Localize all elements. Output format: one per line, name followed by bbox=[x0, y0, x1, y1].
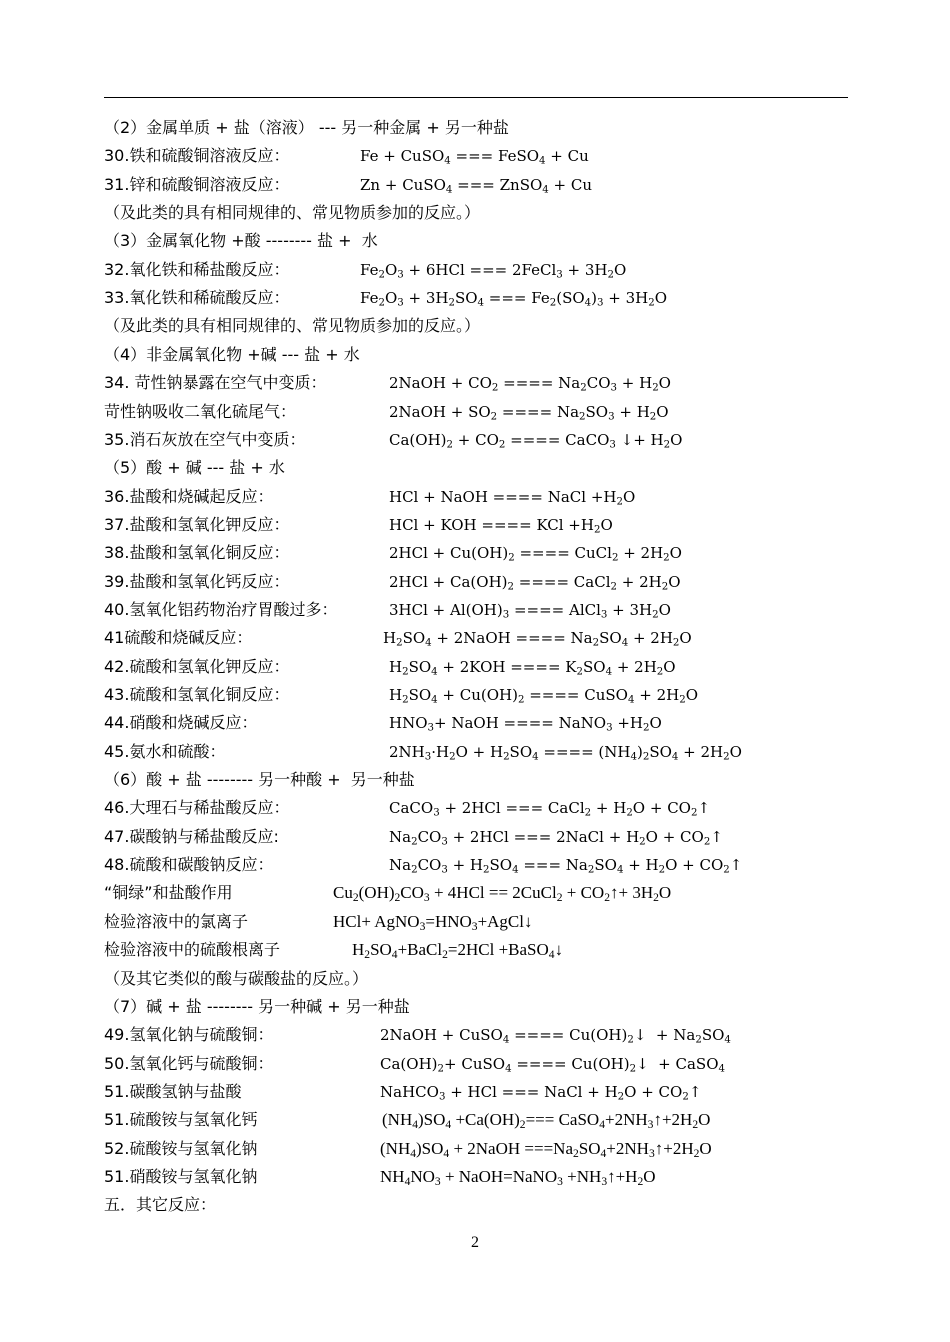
chemical-equation: $H_2SO_4$ + 2NaOH ==== $Na_2SO_4 + 2H_2O$ bbox=[383, 629, 692, 649]
chemical-equation: $2HCl + Cu(OH)_2$ ==== CuCl$_2$ + $2H_2O$ bbox=[389, 544, 682, 564]
chemical-equation: 2NaOH + $SO_2$ ==== $Na_2SO_3 + H_2O$ bbox=[389, 402, 669, 423]
reaction-label: 51.硫酸铵与氢氧化钙 bbox=[104, 1110, 258, 1130]
chemical-equation: $Cu_2(OH)_2CO_3 + 4HCl$ == 2CuCl$_2$ + $CO_2↑+ 3H_2O$ bbox=[333, 883, 672, 905]
chemical-equation: $2HCl + Ca(OH)_2$ ==== CaCl$_2$ + $2H_2O$ bbox=[389, 572, 681, 593]
reaction-label: 46.大理石与稀盐酸反应： bbox=[104, 798, 290, 818]
reaction-label: 52.硫酸铵与氢氧化钠 bbox=[104, 1138, 258, 1158]
chemical-equation: $2NH_3\cdot H_2O + H_2SO_4$ ==== $(NH_4)_2SO_4 + 2H_2O$ bbox=[389, 742, 742, 763]
section-heading: 五．其它反应： bbox=[104, 1195, 217, 1215]
reaction-label: 41硫酸和烧碱反应： bbox=[104, 628, 253, 648]
chemical-equation: Fe + CuSO$_4$ === FeSO$_4$ + Cu bbox=[360, 147, 589, 167]
chemical-equation: HCl + KOH ==== KCl $+H_2O$ bbox=[389, 515, 613, 536]
reaction-label: 34. 苛性钠暴露在空气中变质： bbox=[104, 373, 327, 393]
section-heading: （6）酸 + 盐 -------- 另一种酸 + 另一种盐 bbox=[104, 770, 415, 790]
reaction-label: 39.盐酸和氢氧化钙反应： bbox=[104, 571, 290, 591]
chemical-equation: $Ca(OH)_2+$ CuSO$_4$ ==== $Cu(OH)_2↓$ + CaSO$_4$ bbox=[380, 1054, 725, 1075]
chemical-equation: 2NaOH + $CO_2$ ==== $Na_2CO_3 + H_2O$ bbox=[389, 374, 671, 394]
chemical-equation: $H_2SO_4+BaCl_2=2HCl$ +BaSO$_4$↓ bbox=[352, 940, 564, 962]
reaction-label: 50.氢氧化钙与硫酸铜： bbox=[104, 1053, 274, 1073]
reaction-label: 检验溶液中的氯离子 bbox=[104, 911, 249, 931]
section-heading: （5）酸 + 碱 --- 盐 + 水 bbox=[104, 458, 285, 478]
chemical-equation: $NH_4NO_3$ + NaOH=NaNO$_3$ $+NH_3↑+H_2O$ bbox=[380, 1166, 656, 1188]
reaction-label: 51.硝酸铵与氢氧化钠 bbox=[104, 1166, 258, 1186]
section-heading: （3）金属氧化物 +酸 -------- 盐 + 水 bbox=[104, 231, 378, 251]
reaction-label: 35.消石灰放在空气中变质： bbox=[104, 429, 306, 449]
chemical-equation: $H_2SO_4 + 2KOH$ ==== $K_2SO_4 + 2H_2O$ bbox=[389, 657, 676, 678]
chemical-equation: $Na_2CO_3 + 2HCl$ === 2NaCl + $H_2O$ + $CO_2↑$ bbox=[389, 827, 723, 848]
reaction-label: 37.盐酸和氢氧化钾反应： bbox=[104, 514, 290, 534]
reaction-label: 苛性钠吸收二氧化硫尾气： bbox=[104, 401, 297, 421]
reaction-label: 47.碳酸钠与稀盐酸反应: bbox=[104, 826, 279, 846]
chemical-equation: 2NaOH + CuSO$_4$ ==== $Cu(OH)_2↓ + Na_2SO_4$ bbox=[380, 1026, 731, 1046]
reaction-label: 44.硝酸和烧碱反应： bbox=[104, 713, 258, 733]
page-number: 2 bbox=[471, 1234, 479, 1251]
reaction-label: 48.硫酸和碳酸钠反应： bbox=[104, 855, 274, 875]
chemical-equation: $H_2SO_4 + Cu(OH)_2$ ==== CuSO$_4$ + $2H_2O$ bbox=[389, 686, 698, 706]
reaction-label: 31.锌和硫酸铜溶液反应： bbox=[104, 174, 290, 194]
chemical-equation: $Fe_2O_3 + 3H_2SO_4$ === $Fe_2(SO_4)_3 + 3H_2O$ bbox=[360, 289, 668, 309]
reaction-label: 40.氢氧化铝药物治疗胃酸过多： bbox=[104, 599, 338, 619]
reaction-label: 36.盐酸和烧碱起反应： bbox=[104, 486, 274, 506]
section-heading: （2）金属单质 + 盐（溶液） --- 另一种金属 + 另一种盐 bbox=[104, 118, 509, 137]
chemical-equation: $Fe_2O_3 + 6HCl$ === 2FeCl$_3$ + $3H_2O$ bbox=[360, 260, 627, 281]
chemical-equation: $HCl+ AgNO_3=HNO_3+AgCl↓$ bbox=[333, 911, 533, 933]
reaction-label: 30.铁和硫酸铜溶液反应： bbox=[104, 146, 290, 166]
chemical-equation: $Ca(OH)_2 + CO_2$ ==== CaCO$_3$ ↓+ $H_2O$ bbox=[389, 430, 683, 451]
reaction-label: 检验溶液中的硫酸根离子 bbox=[104, 940, 281, 960]
section-heading: （及其它类似的酸与碳酸盐的反应。） bbox=[104, 968, 369, 988]
reaction-label: 49.氢氧化钠与硫酸铜： bbox=[104, 1025, 274, 1045]
reaction-label: 43.硫酸和氢氧化铜反应： bbox=[104, 685, 290, 704]
chemical-equation: $(NH_4)SO_4 +Ca(OH)_2===$ $CaSO_4+2NH_3↑+2H_2O$ bbox=[382, 1110, 711, 1132]
reaction-label: 45.氨水和硫酸： bbox=[104, 741, 226, 761]
chemical-equation: NaHCO$_3$ + HCl === NaCl + $H_2O$ + $CO_2↑$ bbox=[380, 1082, 702, 1103]
reaction-label: 33.氧化铁和稀硫酸反应： bbox=[104, 288, 290, 308]
reaction-label: “铜绿”和盐酸作用 bbox=[104, 883, 233, 903]
chemical-equation: HCl + NaOH ==== NaCl $+H_2O$ bbox=[389, 487, 636, 508]
chemical-equation: $HNO_3+$ NaOH ==== NaNO$_3$ $+H_2O$ bbox=[389, 714, 662, 734]
header-rule bbox=[104, 97, 848, 98]
section-heading: （及此类的具有相同规律的、常见物质参加的反应。） bbox=[104, 316, 481, 336]
chemical-equation: Zn + CuSO$_4$ === ZnSO$_4$ + Cu bbox=[360, 175, 593, 196]
chemical-equation: $(NH_4)SO_4$ + 2NaOH $===Na_2SO_4+2NH_3↑+2H_2O$ bbox=[380, 1138, 712, 1160]
chemical-equation: $Na_2CO_3 + H_2SO_4$ === $Na_2SO_4 + H_2O$ + $CO_2↑$ bbox=[389, 856, 743, 876]
reaction-label: 42.硫酸和氢氧化钾反应： bbox=[104, 656, 290, 676]
reaction-label: 51.碳酸氢钠与盐酸 bbox=[104, 1081, 242, 1101]
section-heading: （7）碱 + 盐 -------- 另一种碱 + 另一种盐 bbox=[104, 996, 410, 1016]
reaction-label: 32.氧化铁和稀盐酸反应： bbox=[104, 259, 290, 279]
chemical-equation: CaCO$_3$ + 2HCl === CaCl$_2$ + $H_2O$ + $CO_2↑$ bbox=[389, 799, 711, 819]
section-heading: （4）非金属氧化物 +碱 --- 盐 + 水 bbox=[104, 344, 360, 364]
section-heading: （及此类的具有相同规律的、常见物质参加的反应。） bbox=[104, 203, 481, 223]
chemical-equation: $3HCl + Al(OH)_3$ ==== AlCl$_3$ + $3H_2O$ bbox=[389, 600, 671, 621]
reaction-label: 38.盐酸和氢氧化铜反应： bbox=[104, 543, 290, 563]
